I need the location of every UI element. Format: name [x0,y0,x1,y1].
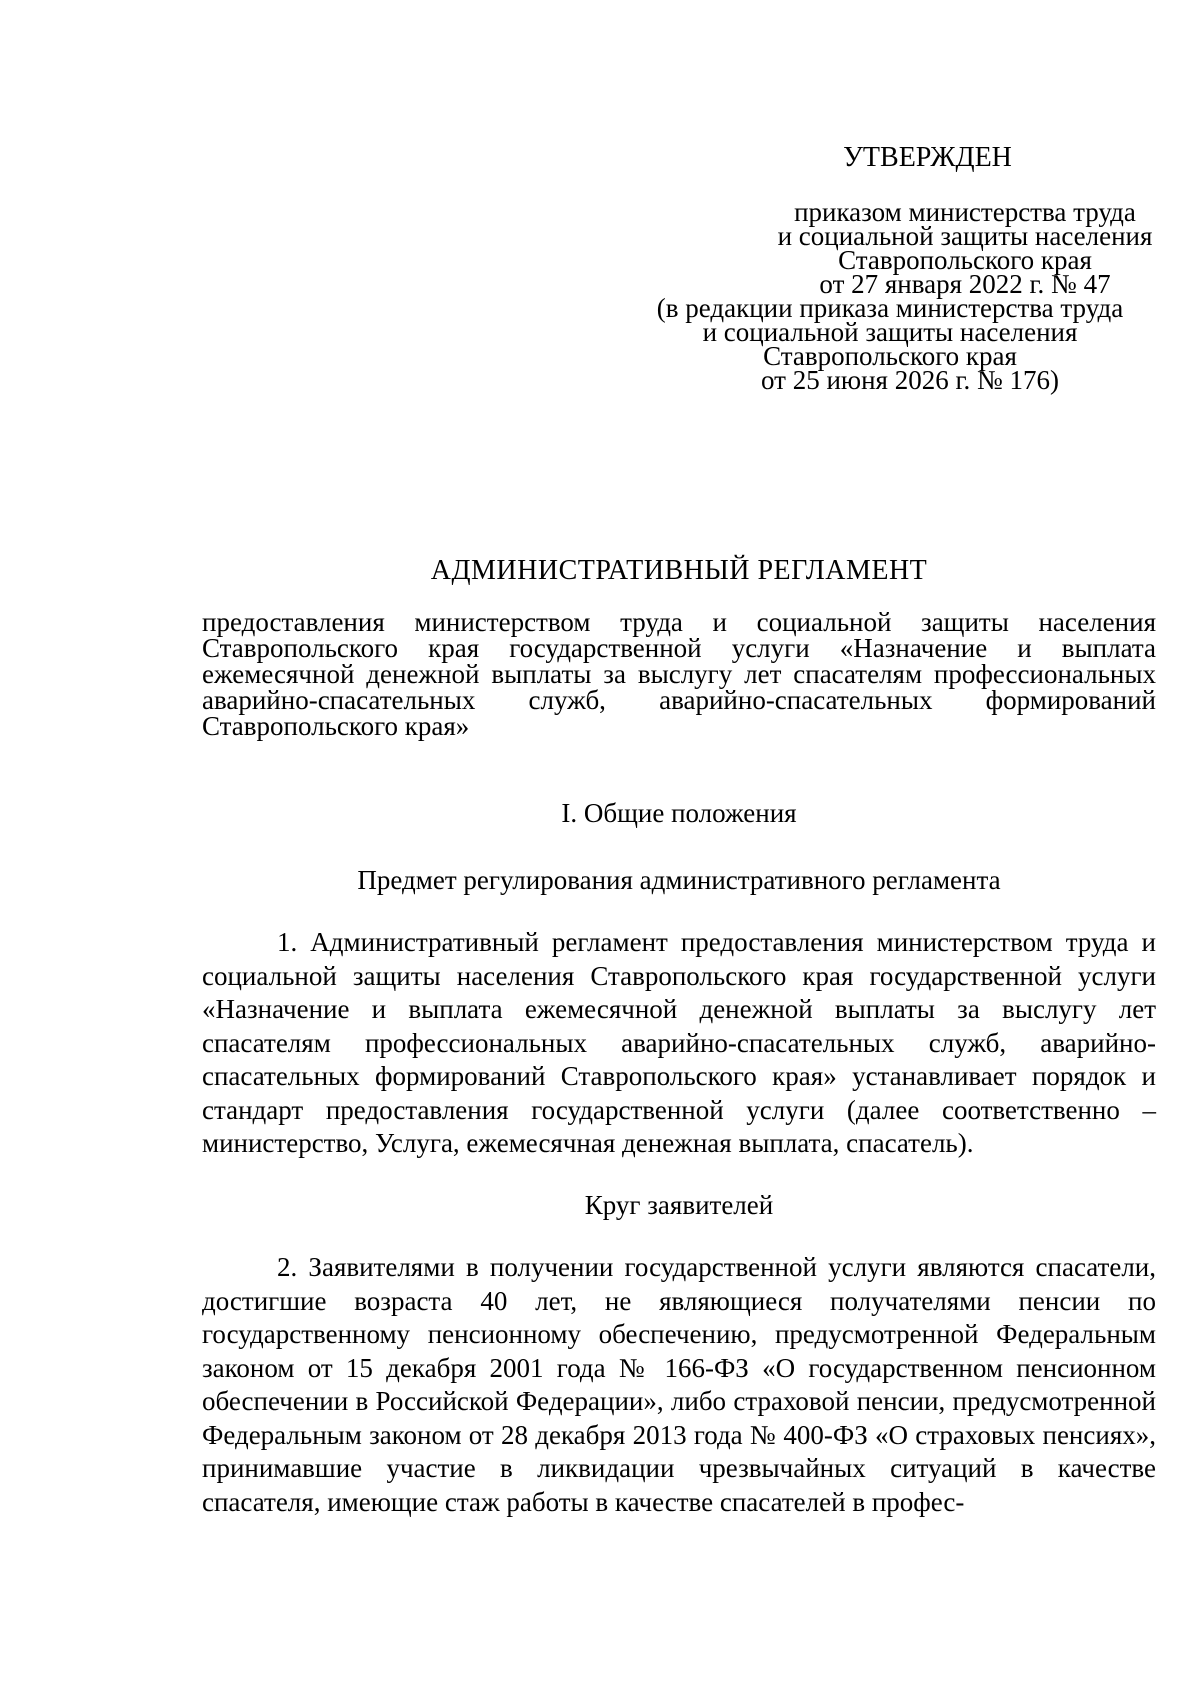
document-title: АДМИНИСТРАТИВНЫЙ РЕГЛАМЕНТ [430,555,928,586]
document-subtitle: предоставления министерством труда и социальной защиты населения Ставропольского края государственной услуги «Назначение и выплата ежемесячной денежной выплаты за выслугу лет спасателям профессиональных аварийно-спасательных служб, аварийно-спасательных формирований Ставропольского края» [202,607,1156,741]
approval-line: и социальной защиты населения [777,221,1153,251]
approval-line: Ставропольского края [838,245,1092,275]
amendment-line: Ставропольского края [763,341,1017,371]
approval-line: приказом министерства труда [794,197,1136,227]
amendment-details [620,293,1160,395]
approval-line: от 27 января 2022 г. № 47 [819,269,1111,299]
amendment-line: (в редакции приказа министерства труда [656,293,1124,323]
approval-title: УТВЕРЖДЕН [843,142,1012,173]
approval-details [695,197,1200,299]
amendment-line: от 25 июня 2026 г. № 176) [761,365,1059,395]
subheading-applicants: Круг заявителей [584,1190,774,1220]
paragraph-1: 1. Административный регламент предоставления министерством труда и социальной защиты населения Ставропольского края государственной услуги «Назначение и выплата ежемесячной денежной выплаты за выслугу лет спасателям профессиональных аварийно-спасательных служб, аварийно-спасательных формирований Ставропольского края» устанавливает порядок и стандарт предоставления государственной услуги (далее соответственно – министерство, Услуга, ежемесячная денежная выплата, спасатель). [202,927,1156,1158]
amendment-line: и социальной защиты населения [702,317,1078,347]
subheading-subject: Предмет регулирования административного регламента [357,865,1001,895]
section-heading: I. Общие положения [561,798,797,828]
approval-stamp [620,142,1160,395]
paragraph-2: 2. Заявителями в получении государственной услуги являются спасатели, достигшие возраста 40 лет, не являющиеся получателями пенсии по государственному пенсионному обеспечению, предусмотренной Федеральным законом от 15 декабря 2001 года № 166-ФЗ «О государственном пенсионном обеспечении в Российской Федерации», либо страховой пенсии, предусмотренной Федеральным законом от 28 декабря 2013 года № 400-ФЗ «О страховых пенсиях», принимавшие участие в ликвидации чрезвычайных ситуаций в качестве спасателя, имеющие стаж работы в качестве спасателей в профес- [202,1252,1156,1517]
